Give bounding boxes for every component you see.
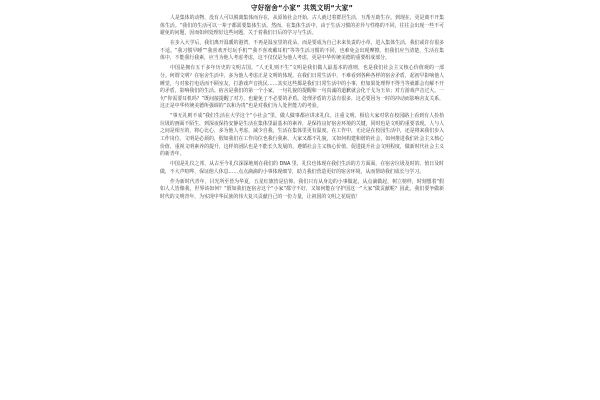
paragraph-4: “事无礼则不成”我们生活在大学这个“小社会”里，做人做事都应讲求礼仪，注重文明。相信大家对常在校园路上看到有人捡拾垃圾的画面不陌生，到深夜保持安静是生活在集体里最基本的素养，是保持良好宿舍环境的关键，同时也是文明的重要表现。人与人之间是相互的，将心比心，多为他人考虑，减少自我，生活在集体里更有温度。在工作中，无论是在校园生活中，还是将来我们步入工作岗位，文明是必须的，假如我们在工作岗位也我行我素，大家又都不礼貌，又如何构建和谐的社会，如何推进我们社会主义核心价值，重视文明素养的提升，这样的团队也是不能长久发展的，遵循社会主义核心价值，促进提升社会文明程度，做新时代社会主义的新青年。 xyxy=(160,113,444,158)
document-page xyxy=(160,4,444,398)
paragraph-5: 中国是礼仪之邦，从古至今礼仪深深地刻在我们的 DNA 里，礼仪也体现在我们生活的方方面面，在宿舍垃圾及时的、值日及时做，不大声喧哗，保证他人休息……点点滴滴的小事体现细节，助力我们营造更好的宿舍环境，从而帮助我们成长与学习。 xyxy=(160,161,444,175)
paragraph-1: 人是集体的动物，没有人可以脱离集体而存在，从原始社会开始，古人就过着群居生活，互帮互助生存。到现在，更是离不开集体生活。“我们的生活可以一辈子都需要集体生活。然而，在集体生活中，由于生活习惯的差异与性格的不同，往往会出现一些不可避免的问题，因而如何处理好这些问题，关于着我们日后的学习与生活。 xyxy=(160,15,444,37)
paragraph-2: 在步入大学后，我们离开温暖的港湾，不再是温室里的花朵，而是要成为自己未来负责的小草，进入集体生活，我们或许有很多不适。“我习惯早睡”“我喜欢开灯玩手机”“我不喜欢戴耳机”等等生活习惯的不同，也难免会出现摩擦。但我们应当清楚，生活在集体中，不能我行我素，应当为他人考虑考虑，这不仅仅是为他人考虑，更是中华传统美德的重要组成部分。 xyxy=(160,40,444,62)
paragraph-3: 中国是拥有五千多年历史的文明古国，“人无礼则不生”文明是我们做人最基本的准则，也是我们社会主义核心价值观的一部分。何谓文明？在宿舍生活中，多为他人考虑正是文明的体现。在我们日常生活中，不难看到各种各样的宿舍矛盾，起初早影响他人睡觉，与对象打电话而不顾室友，打游戏声音扰民……其实这些都是我们日常生活中的小事，但如果处理得不得当等就都会有解不开的矛盾，影响我们的生活。宿舍是我们的第一个小家，一句礼貌的提醒和一句真诚的道歉就会化干戈为玉帛；对方游戏声音过大，一句“你需要耳机吗？”既间接提醒了对方，也避免了不必要的矛盾。处理矛盾的方法有很多，这必要因为一时的冲动而影响舍友关系，这正是中华传统美德所强调的“以和为贵”也是对我们为人处世能力的考验。 xyxy=(160,65,444,110)
paragraph-6: 作为新时代青年，目光所至皆为华夏，五星红旗皆是信仰。我们只有从身边的小事做起，从点滴做起，树立榜样，时刻想着“假如人人皆像我，世界该如何？”假如我们连宿舍这个“小家”都守不好，又如何能在守护国这一“大家”做贡献呢？因此，我们要争做新时代的文明青年，为实现中华民族的伟大复兴贡献自己的一份力量，让祖国的文明之花绽放！ xyxy=(160,178,444,200)
document-title: 守好宿舍“小家” 共筑文明“大家” xyxy=(250,4,354,12)
